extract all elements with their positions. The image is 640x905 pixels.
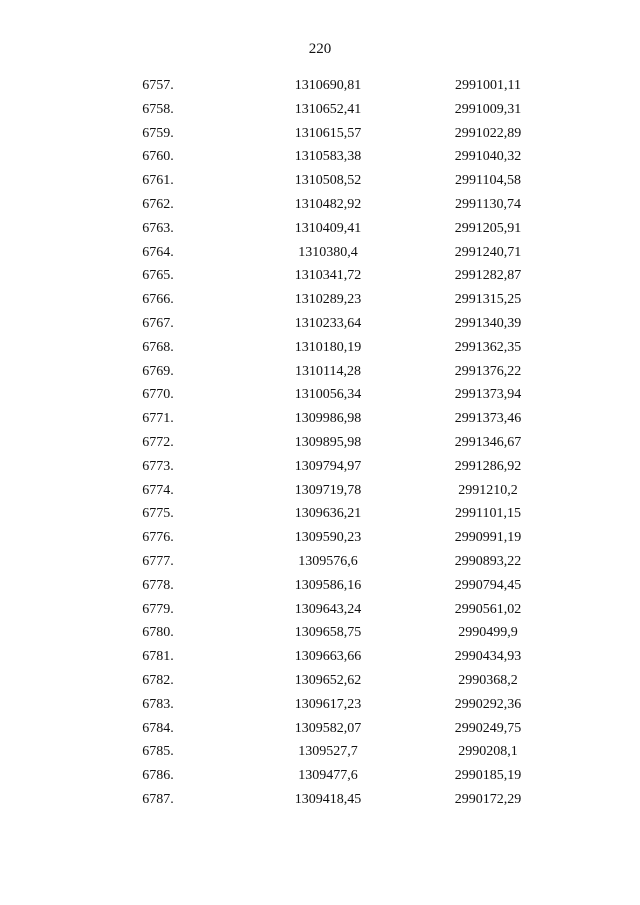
table-row	[0, 526, 640, 550]
y-coordinate-cell: 2991040,32	[454, 149, 522, 165]
y-coordinate-cell: 2991210,2	[458, 482, 518, 498]
table-row	[0, 169, 640, 193]
y-coordinate-cell: 2991282,87	[454, 268, 522, 284]
point-number-cell: 6785.	[142, 744, 174, 760]
y-coordinate-cell: 2990794,45	[454, 577, 522, 593]
table-row	[0, 122, 640, 146]
y-coordinate-cell: 2990172,29	[454, 791, 522, 807]
table-row	[0, 717, 640, 741]
x-coordinate-cell: 1309582,07	[294, 720, 362, 736]
y-coordinate-cell: 2991130,74	[455, 196, 521, 212]
table-row	[0, 550, 640, 574]
point-number-cell: 6774.	[142, 482, 174, 498]
table-row	[0, 312, 640, 336]
y-coordinate-cell: 2990991,19	[454, 530, 522, 546]
point-number-cell: 6777.	[142, 553, 174, 569]
table-row	[0, 193, 640, 217]
point-number-cell: 6780.	[142, 625, 174, 641]
point-number-cell: 6775.	[142, 506, 174, 522]
table-row	[0, 693, 640, 717]
point-number-cell: 6786.	[142, 768, 174, 784]
point-number-cell: 6783.	[142, 696, 174, 712]
table-row	[0, 74, 640, 98]
y-coordinate-cell: 2991362,35	[454, 339, 522, 355]
table-row	[0, 764, 640, 788]
y-coordinate-cell: 2991340,39	[454, 315, 522, 331]
table-row	[0, 217, 640, 241]
x-coordinate-cell: 1309617,23	[294, 696, 362, 712]
y-coordinate-cell: 2990185,19	[454, 768, 522, 784]
point-number-cell: 6764.	[142, 244, 174, 260]
x-coordinate-cell: 1310482,92	[294, 196, 362, 212]
x-coordinate-cell: 1309576,6	[298, 553, 358, 569]
y-coordinate-cell: 2990499,9	[458, 625, 518, 641]
point-number-cell: 6787.	[142, 791, 174, 807]
x-coordinate-cell: 1310409,41	[294, 220, 362, 236]
x-coordinate-cell: 1309652,62	[294, 672, 362, 688]
coordinates-table	[0, 74, 640, 812]
point-number-cell: 6769.	[142, 363, 174, 379]
table-row	[0, 241, 640, 265]
point-number-cell: 6773.	[142, 458, 174, 474]
x-coordinate-cell: 1310690,81	[294, 78, 362, 93]
x-coordinate-cell: 1310652,41	[294, 101, 362, 117]
table-row	[0, 288, 640, 312]
y-coordinate-cell: 2991373,94	[454, 387, 522, 403]
x-coordinate-cell: 1310583,38	[294, 149, 362, 165]
y-coordinate-cell: 2990208,1	[458, 744, 518, 760]
point-number-cell: 6778.	[142, 577, 174, 593]
x-coordinate-cell: 1309719,78	[294, 482, 362, 498]
point-number-cell: 6762.	[142, 196, 174, 212]
point-number-cell: 6771.	[142, 411, 174, 427]
y-coordinate-cell: 2991104,58	[455, 173, 521, 189]
table-row	[0, 574, 640, 598]
table-row	[0, 740, 640, 764]
x-coordinate-cell: 1309636,21	[294, 506, 362, 522]
table-row	[0, 621, 640, 645]
x-coordinate-cell: 1310289,23	[294, 292, 362, 308]
y-coordinate-cell: 2991315,25	[454, 292, 522, 308]
table-row	[0, 645, 640, 669]
table-row	[0, 98, 640, 122]
x-coordinate-cell: 1310056,34	[294, 387, 362, 403]
y-coordinate-cell: 2991240,71	[454, 244, 522, 260]
x-coordinate-cell: 1309418,45	[294, 791, 362, 807]
table-row	[0, 598, 640, 622]
point-number-cell: 6767.	[142, 315, 174, 331]
point-number-cell: 6763.	[142, 220, 174, 236]
x-coordinate-cell: 1310615,57	[294, 125, 362, 141]
y-coordinate-cell: 2991205,91	[454, 220, 522, 236]
x-coordinate-cell: 1310233,64	[294, 315, 362, 331]
point-number-cell: 6779.	[142, 601, 174, 617]
table-row	[0, 336, 640, 360]
y-coordinate-cell: 2990561,02	[454, 601, 522, 617]
x-coordinate-cell: 1309663,66	[294, 649, 362, 665]
point-number-cell: 6766.	[142, 292, 174, 308]
point-number-cell: 6770.	[142, 387, 174, 403]
x-coordinate-cell: 1310114,28	[295, 363, 361, 379]
y-coordinate-cell: 2990292,36	[454, 696, 522, 712]
y-coordinate-cell: 2990368,2	[458, 672, 518, 688]
table-row	[0, 145, 640, 169]
table-row	[0, 502, 640, 526]
x-coordinate-cell: 1309794,97	[294, 458, 362, 474]
x-coordinate-cell: 1309590,23	[294, 530, 362, 546]
point-number-cell: 6781.	[142, 649, 174, 665]
y-coordinate-cell: 2990434,93	[454, 649, 522, 665]
table-row	[0, 479, 640, 503]
x-coordinate-cell: 1309986,98	[294, 411, 362, 427]
x-coordinate-cell: 1309643,24	[294, 601, 362, 617]
y-coordinate-cell: 2990893,22	[454, 553, 522, 569]
y-coordinate-cell: 2991376,22	[454, 363, 522, 379]
table-row	[0, 360, 640, 384]
y-coordinate-cell: 2991346,67	[454, 434, 522, 450]
point-number-cell: 6782.	[142, 672, 174, 688]
point-number-cell: 6757.	[142, 78, 174, 93]
y-coordinate-cell: 2991373,46	[454, 411, 522, 427]
point-number-cell: 6768.	[142, 339, 174, 355]
point-number-cell: 6760.	[142, 149, 174, 165]
y-coordinate-cell: 2991286,92	[454, 458, 522, 474]
point-number-cell: 6784.	[142, 720, 174, 736]
table-row	[0, 431, 640, 455]
table-row	[0, 788, 640, 812]
x-coordinate-cell: 1309527,7	[298, 744, 358, 760]
x-coordinate-cell: 1310180,19	[294, 339, 362, 355]
y-coordinate-cell: 2991009,31	[454, 101, 522, 117]
table-row	[0, 669, 640, 693]
point-number-cell: 6772.	[142, 434, 174, 450]
y-coordinate-cell: 2991022,89	[454, 125, 522, 141]
x-coordinate-cell: 1310341,72	[294, 268, 362, 284]
point-number-cell: 6758.	[142, 101, 174, 117]
page-number: 220	[308, 41, 332, 57]
table-row	[0, 383, 640, 407]
x-coordinate-cell: 1309658,75	[294, 625, 362, 641]
x-coordinate-cell: 1309895,98	[294, 434, 362, 450]
y-coordinate-cell: 2990249,75	[454, 720, 522, 736]
point-number-cell: 6776.	[142, 530, 174, 546]
table-row	[0, 407, 640, 431]
x-coordinate-cell: 1309586,16	[294, 577, 362, 593]
x-coordinate-cell: 1310380,4	[298, 244, 358, 260]
x-coordinate-cell: 1309477,6	[298, 768, 358, 784]
point-number-cell: 6759.	[142, 125, 174, 141]
table-row	[0, 455, 640, 479]
point-number-cell: 6765.	[142, 268, 174, 284]
x-coordinate-cell: 1310508,52	[294, 173, 362, 189]
y-coordinate-cell: 2991101,15	[455, 506, 521, 522]
y-coordinate-cell: 2991001,11	[455, 78, 521, 93]
table-row	[0, 264, 640, 288]
point-number-cell: 6761.	[142, 173, 174, 189]
